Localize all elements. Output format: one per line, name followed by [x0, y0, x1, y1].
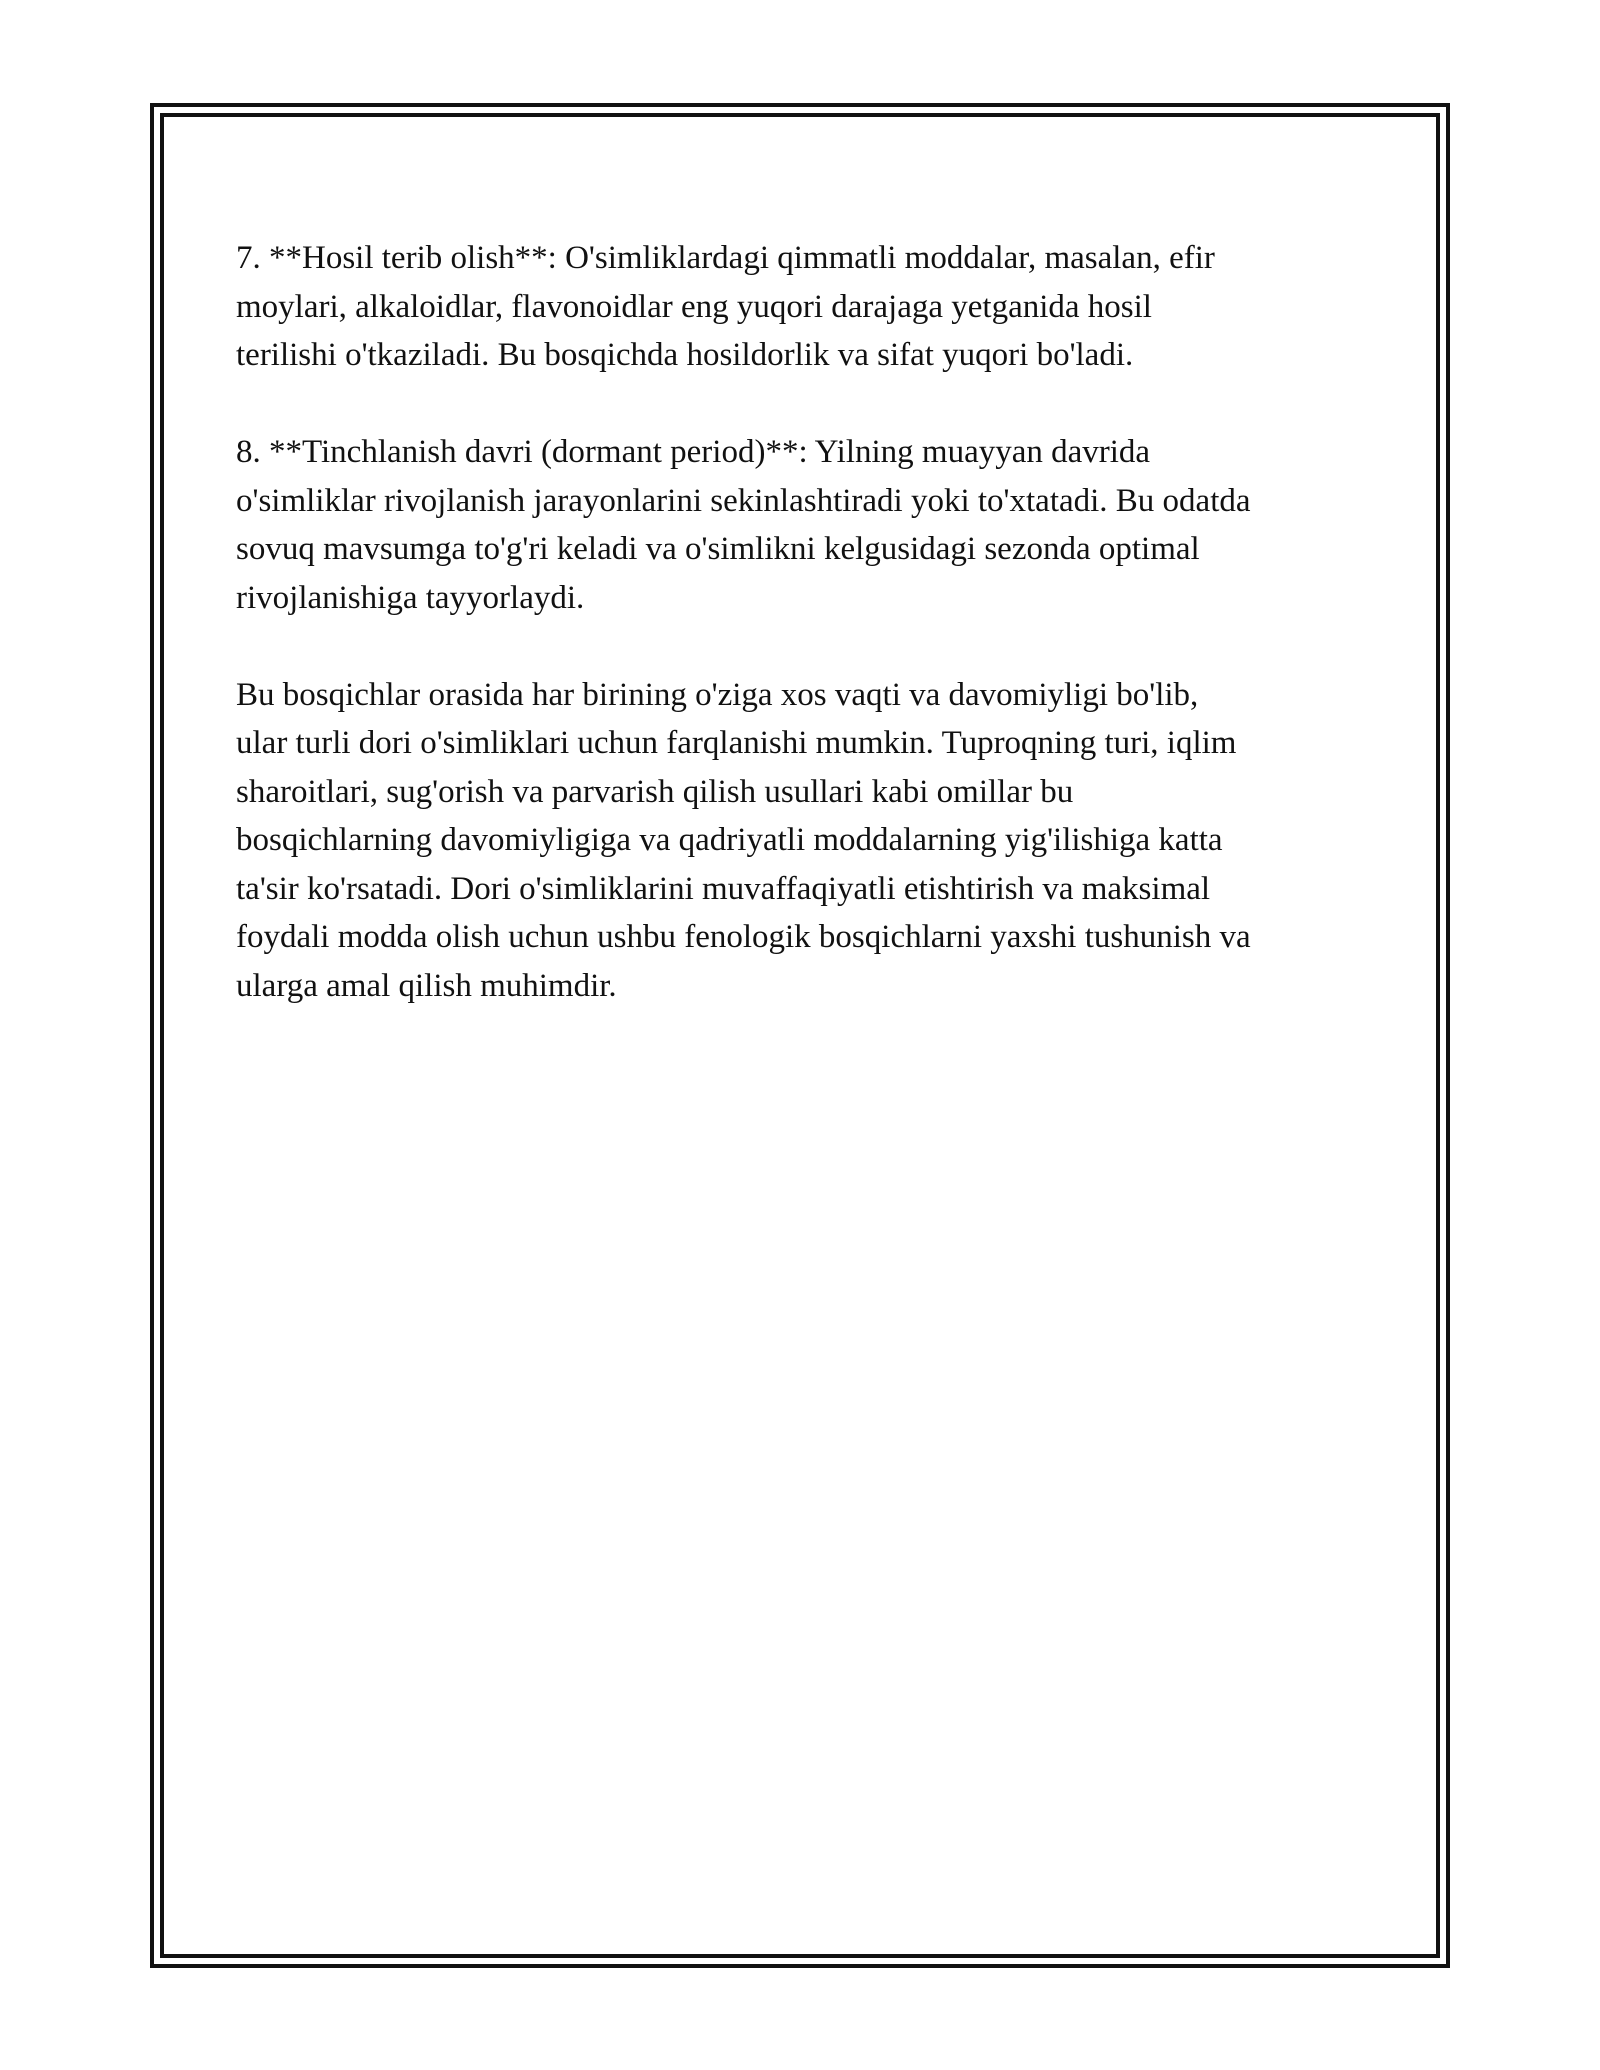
text-line: terilishi o'tkaziladi. Bu bosqichda hosildorlik va sifat yuqori bo'ladi. — [236, 337, 1134, 373]
text-line: sharoitlari, sug'orish va parvarish qilish usullari kabi omillar bu — [236, 773, 1074, 810]
document-body — [236, 234, 1386, 1059]
text-line: bosqichlarning davomiyligiga va qadriyatli moddalarning yig'ilishiga katta — [236, 822, 1223, 858]
text-line: Bu bosqichlar orasida har birining o'ziga xos vaqti va davomiyligi bo'lib, — [236, 676, 1199, 713]
paragraph-summary — [236, 671, 1386, 1011]
paragraph-harvest — [236, 234, 1386, 380]
text-line: ularga amal qilish muhimdir. — [236, 967, 617, 1004]
text-line: foydali modda olish uchun ushbu fenologik bosqichlarni yaxshi tushunish va — [236, 919, 1251, 955]
text-line: 8. **Tinchlanish davri (dormant period)**: Yilning muayyan davrida — [236, 434, 1151, 470]
paragraph-dormant-period — [236, 428, 1386, 622]
text-line: moylari, alkaloidlar, flavonoidlar eng yuqori darajaga yetganida hosil — [236, 288, 1152, 325]
text-line: ular turli dori o'simliklari uchun farqlanishi mumkin. Tuproqning turi, iqlim — [236, 725, 1237, 761]
text-line: rivojlanishiga tayyorlaydi. — [236, 579, 585, 616]
text-line: ta'sir ko'rsatadi. Dori o'simliklarini muvaffaqiyatli etishtirish va maksimal — [236, 870, 1211, 907]
text-line: 7. **Hosil terib olish**: O'simliklardagi qimmatli moddalar, masalan, efir — [236, 240, 1215, 276]
text-line: o'simliklar rivojlanish jarayonlarini sekinlashtiradi yoki to'xtatadi. Bu odatda — [236, 482, 1251, 519]
text-line: sovuq mavsumga to'g'ri keladi va o'simlikni kelgusidagi sezonda optimal — [236, 531, 1200, 567]
